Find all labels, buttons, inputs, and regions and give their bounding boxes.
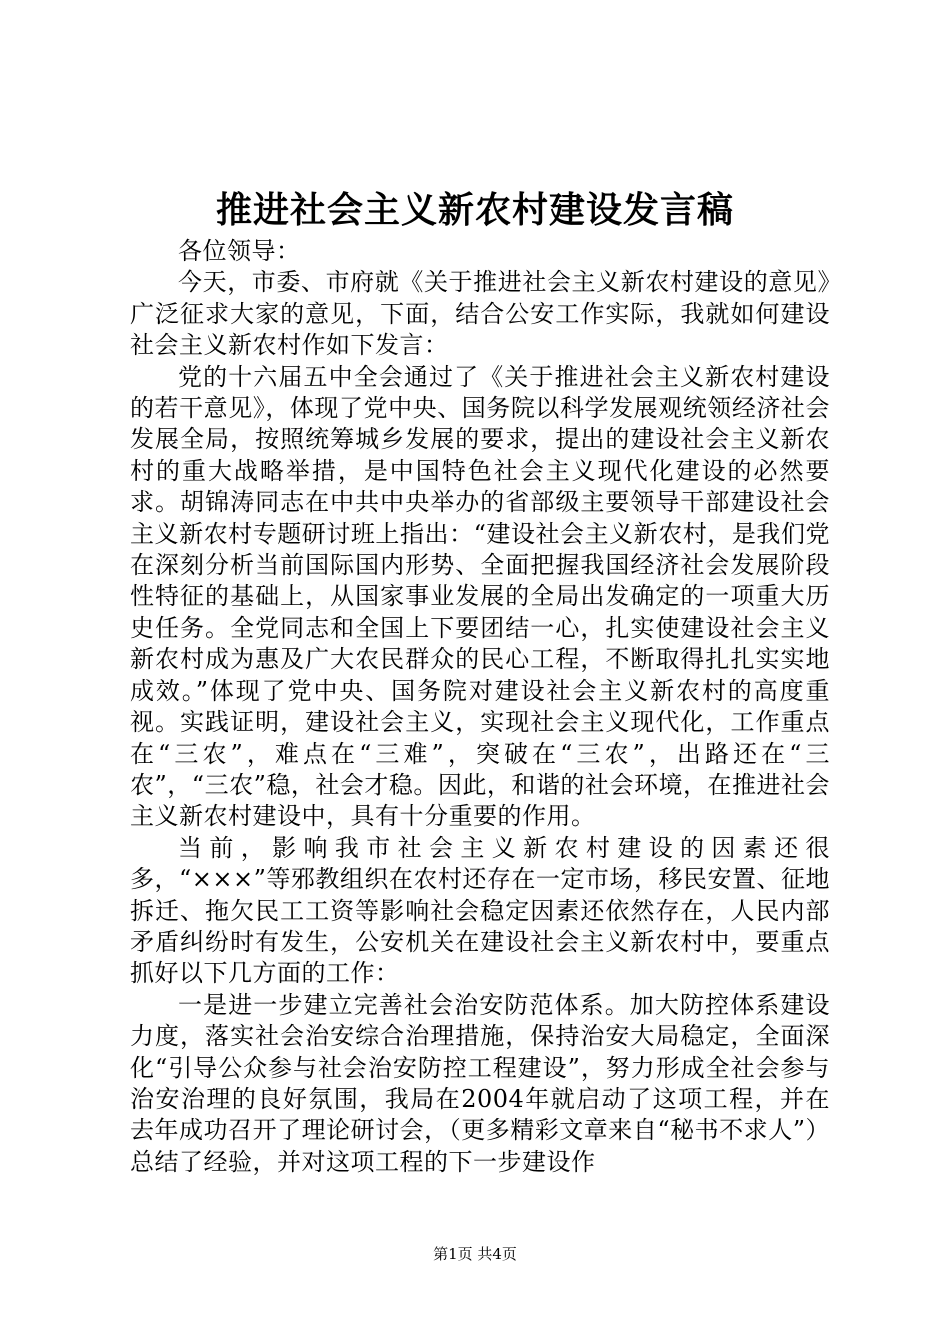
paragraph-intro: 今天，市委、市府就《关于推进社会主义新农村建设的意见》广泛征求大家的意见，下面，结合公安工作实际，我就如何建设社会主义新农村作如下发言： bbox=[130, 268, 830, 360]
page-footer: 第1页 共4页 bbox=[433, 1245, 517, 1263]
paragraph-salutation: 各位领导： bbox=[178, 237, 301, 265]
paragraph-point-one: 一是进一步建立完善社会治安防范体系。加大防控体系建设力度，落实社会治安综合治理措施，保持治安大局稳定，全面深化“引导公众参与社会治安防控工程建设”，努力形成全社会参与治安治理的良好氛围，我局在2004年就启动了这项工程，并在去年成功召开了理论研讨会，（更多精彩文章来自“秘书不求人”）总结了经验，并对这项工程的下一步建设作 bbox=[130, 990, 830, 1176]
paragraph-current-situation: 当前，影响我市社会主义新农村建设的因素还很多，“×××”等邪教组织在农村还存在一定市场，移民安置、征地拆迁、拖欠民工工资等影响社会稳定因素还依然存在，人民内部矛盾纠纷时有发生，公安机关在建设社会主义新农村中，要重点抓好以下几方面的工作： bbox=[130, 833, 830, 988]
document-title: 推进社会主义新农村建设发言稿 bbox=[215, 189, 734, 231]
document-body bbox=[130, 236, 830, 1178]
paragraph-background: 党的十六届五中全会通过了《关于推进社会主义新农村建设的若干意见》，体现了党中央、国务院以科学发展观统领经济社会发展全局，按照统筹城乡发展的要求，提出的建设社会主义新农村的重大战略举措，是中国特色社会主义现代化建设的必然要求。胡锦涛同志在中共中央举办的省部级主要领导干部建设社会主义新农村专题研讨班上指出：“建设社会主义新农村，是我们党在深刻分析当前国际国内形势、全面把握我国经济社会发展阶段性特征的基础上，从国家事业发展的全局出发确定的一项重大历史任务。全党同志和全国上下要团结一心，扎实使建设社会主义新农村成为惠及广大农民群众的民心工程，不断取得扎扎实实地成效。”体现了党中央、国务院对建设社会主义新农村的高度重视。实践证明，建设社会主义，实现社会主义现代化，工作重点在“三农”，难点在“三难”，突破在“三农”，出路还在“三农”，“三农”稳，社会才稳。因此，和谐的社会环境，在推进社会主义新农村建设中，具有十分重要的作用。 bbox=[130, 362, 830, 831]
